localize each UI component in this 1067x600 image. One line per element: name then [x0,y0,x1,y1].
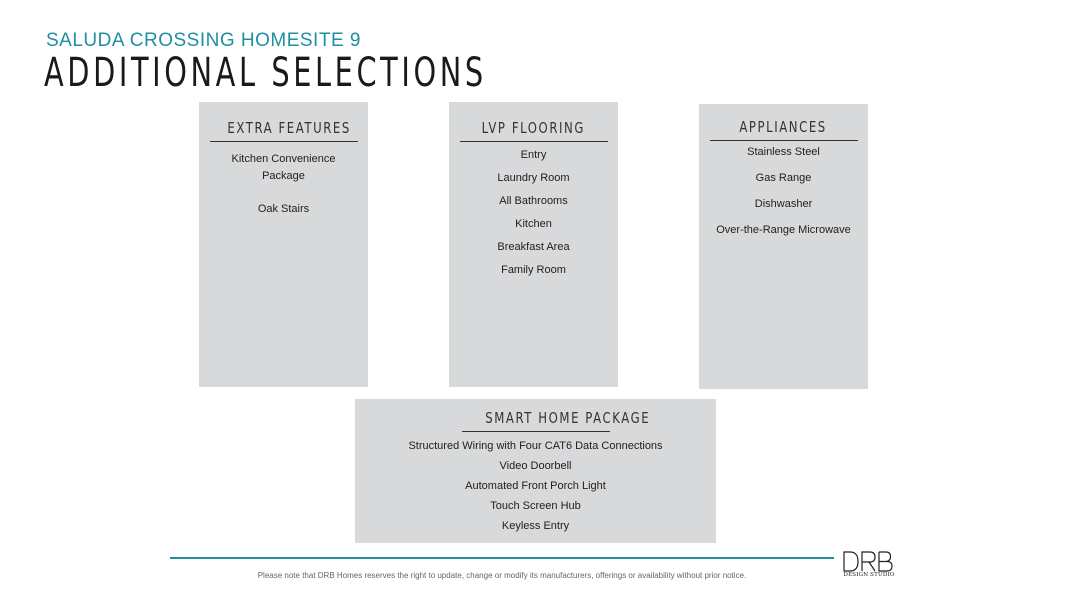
list-item: Laundry Room [497,172,570,184]
logo-subtext: DESIGN STUDIO [843,572,895,578]
list-item: Structured Wiring with Four CAT6 Data Connections [408,440,663,452]
page-subtitle: SALUDA CROSSING HOMESITE 9 [46,30,361,51]
lvp-flooring-list [449,149,618,276]
smart-home-panel [355,399,716,543]
list-item: Entry [520,149,547,161]
appliances-panel [699,104,868,389]
list-item: Breakfast Area [497,241,570,253]
footer-disclaimer: Please note that DRB Homes reserves the right to update, change or modify its manufacturers, offerings or availability without prior notice. [257,571,747,580]
page-title: ADDITIONAL SELECTIONS [44,50,487,96]
list-item: Kitchen [515,218,552,230]
list-item: Family Room [501,264,566,276]
list-item: Package [262,170,305,182]
list-item: Automated Front Porch Light [465,480,606,492]
smart-home-heading: SMART HOME PACKAGE [462,409,610,432]
list-item: Stainless Steel [747,146,820,158]
footer-divider [170,557,834,559]
appliances-list [699,146,868,236]
list-item: Over-the-Range Microwave [716,224,851,236]
list-item: Touch Screen Hub [490,500,581,512]
list-item: Keyless Entry [501,520,570,532]
extra-features-panel [199,102,368,387]
extra-features-heading: EXTRA FEATURES [210,119,358,142]
list-item: Kitchen Convenience [231,153,336,165]
list-item: All Bathrooms [499,195,568,207]
list-item: Oak Stairs [257,203,310,215]
lvp-flooring-panel [449,102,618,387]
extra-features-list [199,153,368,215]
lvp-flooring-heading: LVP FLOORING [460,119,608,142]
list-item: Dishwasher [754,198,813,210]
appliances-heading: APPLIANCES [710,118,858,141]
list-item: Video Doorbell [499,460,572,472]
smart-home-list [355,440,716,532]
list-item: Gas Range [755,172,812,184]
